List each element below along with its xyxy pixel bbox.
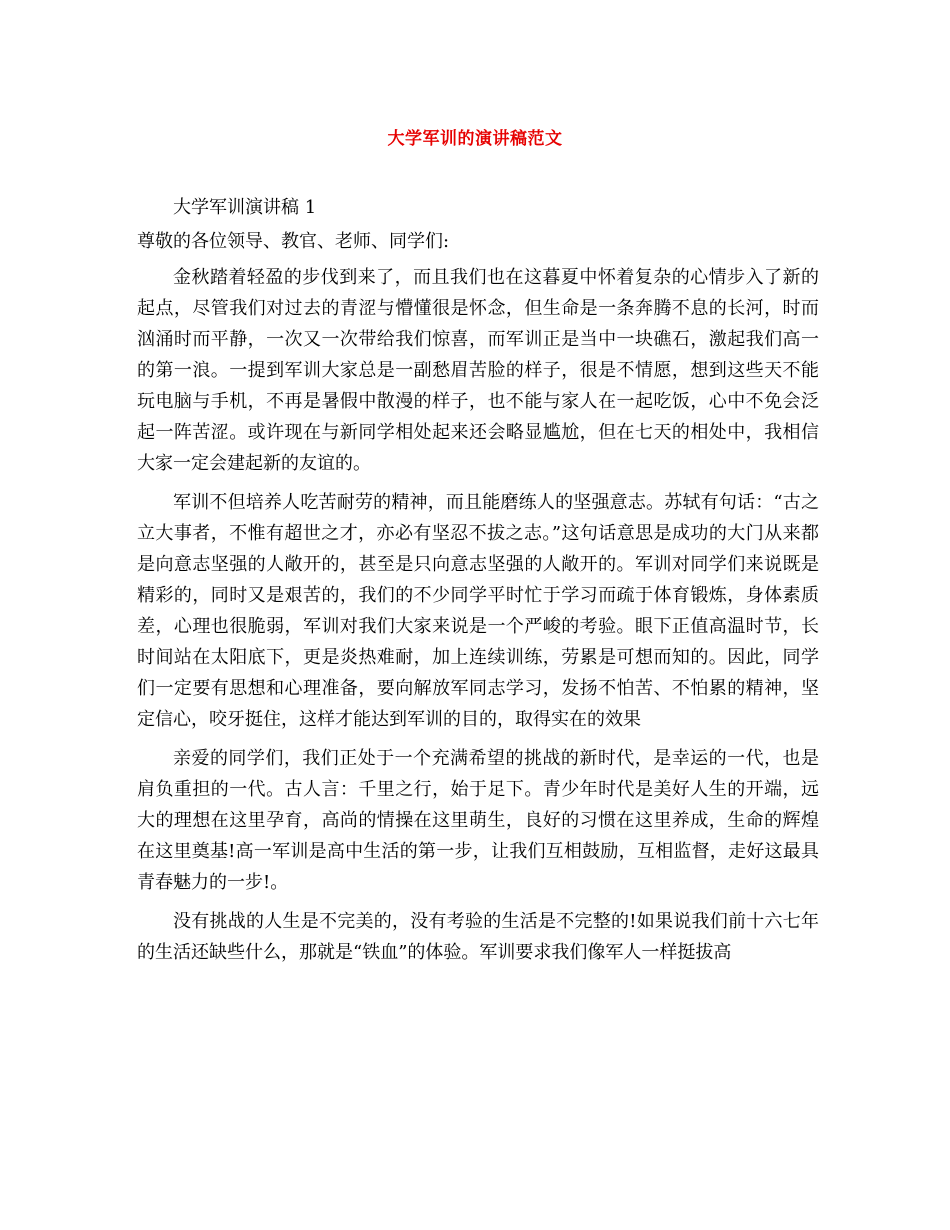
document-title: 大学军训的演讲稿范文	[387, 129, 563, 149]
paragraph: 军训不但培养人吃苦耐劳的精神，而且能磨练人的坚强意志。苏轼有句话：“古之立大事者，不惟有超世之才，亦必有坚忍不拔之志。”这句话意思是成功的大门从来都是向意志坚强的人敞开的，甚至是只向意志坚强的人敞开的。军训对同学们来说既是精彩的，同时又是艰苦的，我们的不少同学平时忙于学习而疏于体育锻炼，身体素质差，心理也很脆弱，军训对我们大家来说是一个严峻的考验。眼下正值高温时节，长时间站在太阳底下，更是炎热难耐，加上连续训练，劳累是可想而知的。因此，同学们一定要有思想和心理准备，要向解放军同志学习，发扬不怕苦、不怕累的精神，坚定信心，咬牙挺住，这样才能达到军训的目的，取得实在的效果	[137, 492, 819, 730]
speech-heading: 大学军训演讲稿 1	[173, 197, 317, 218]
salutation: 尊敬的各位领导、教官、老师、同学们:	[137, 230, 450, 252]
paragraph: 没有挑战的人生是不完美的，没有考验的生活是不完整的!如果说我们前十六七年的生活还缺些什么，那就是“铁血”的体验。军训要求我们像军人一样挺拔高	[137, 911, 819, 963]
paragraph: 金秋踏着轻盈的步伐到来了，而且我们也在这暮夏中怀着复杂的心情步入了新的起点，尽管我们对过去的青涩与懵懂很是怀念，但生命是一条奔腾不息的长河，时而汹涌时而平静，一次又一次带给我们惊喜，而军训正是当中一块礁石，激起我们高一的第一浪。一提到军训大家总是一副愁眉苦脸的样子，很是不情愿，想到这些天不能玩电脑与手机，不再是暑假中散漫的样子，也不能与家人在一起吃饭，心中不免会泛起一阵苦涩。或许现在与新同学相处起来还会略显尴尬，但在七天的相处中，我相信大家一定会建起新的友谊的。	[137, 267, 819, 474]
paragraph: 亲爱的同学们，我们正处于一个充满希望的挑战的新时代，是幸运的一代，也是肩负重担的一代。古人言：千里之行，始于足下。青少年时代是美好人生的开端，远大的理想在这里孕育，高尚的情操在这里萌生，良好的习惯在这里养成，生命的辉煌在这里奠基!高一军训是高中生活的第一步，让我们互相鼓励，互相监督，走好这最具青春魅力的一步!。	[137, 748, 819, 893]
document-body	[137, 194, 819, 976]
